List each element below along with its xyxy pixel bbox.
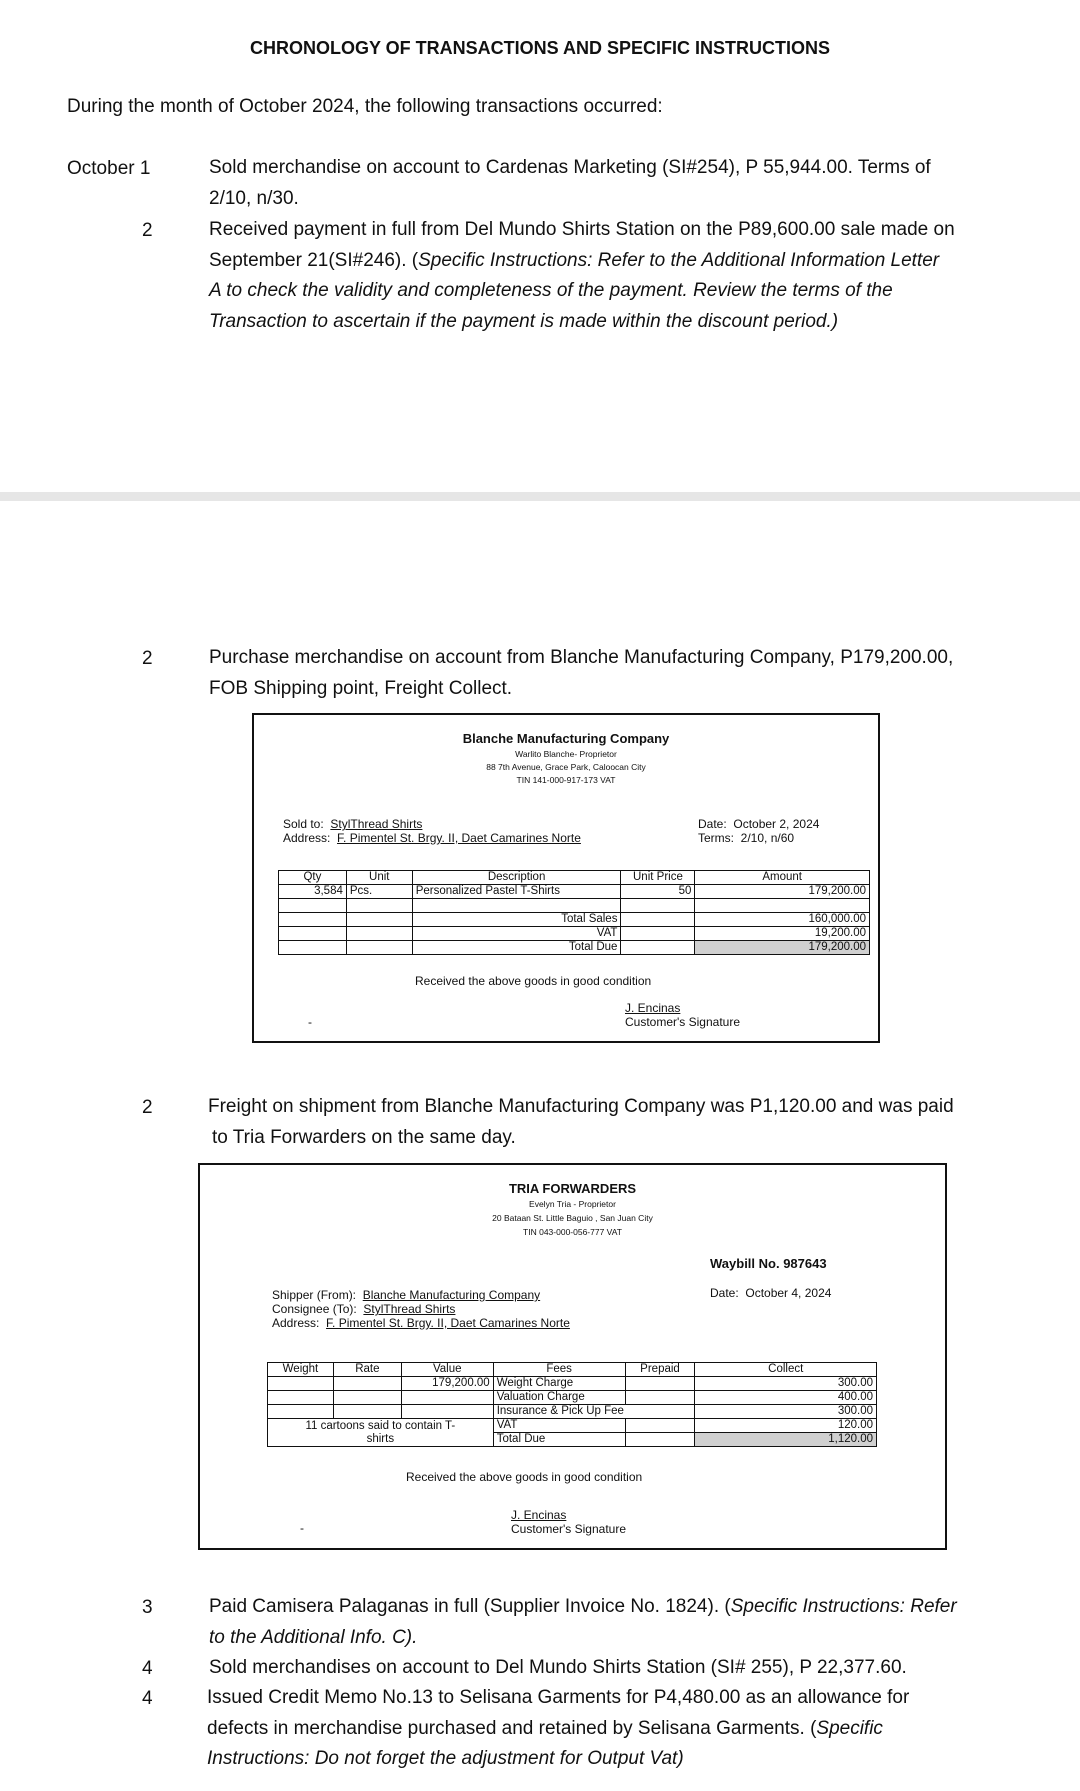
tx-line: to the Additional Info. C). [209, 1626, 418, 1648]
tx-line: Issued Credit Memo No.13 to Selisana Garments for P4,480.00 as an allowance for [207, 1687, 910, 1708]
tx-text [209, 643, 953, 704]
tx-line: September 21(SI#246). (Specific Instructions: Refer to the Additional Information Letter [209, 249, 940, 271]
waybill-number: Waybill No. 987643 [710, 1256, 827, 1271]
table-row: 11 cartoons said to contain T- shirts VAT 120.00 [268, 1419, 877, 1433]
invoice-sold-to: Sold to: StylThread Shirts [283, 817, 423, 831]
waybill-tin: TIN 043-000-056-777 VAT [523, 1227, 622, 1237]
table-row: Total Due 179,200.00 [279, 941, 870, 955]
table-row: Total Due 1,120.00 [268, 1433, 877, 1447]
tx-line: Transaction to ascertain if the payment is made within the discount period.) [209, 310, 839, 332]
tx-line: to Tria Forwarders on the same day. [212, 1126, 516, 1148]
tx-date: 2 [142, 648, 153, 669]
table-header-row [268, 1363, 877, 1377]
invoice-dash: - [308, 1015, 312, 1029]
tx-line: Sold merchandise on account to Cardenas Marketing (SI#254), P 55,944.00. Terms of [209, 157, 931, 178]
tx-date: 4 [142, 1688, 153, 1709]
table-row: Total Sales 160,000.00 [279, 913, 870, 927]
waybill-table [267, 1362, 877, 1447]
tx-date: 2 [142, 1097, 153, 1118]
waybill-address: 20 Bataan St. Little Baguio , San Juan City [492, 1213, 653, 1223]
column-header: Unit [346, 871, 412, 885]
tx-text [207, 1683, 909, 1775]
tx-line: Sold merchandises on account to Del Mundo Shirts Station (SI# 255), P 22,377.60. [209, 1657, 907, 1678]
column-header: Description [412, 871, 621, 885]
waybill-received-note: Received the above goods in good condition [406, 1470, 643, 1484]
tx-line: 2/10, n/30. [209, 187, 299, 209]
column-header: Prepaid [625, 1363, 695, 1377]
tx-text [209, 1592, 957, 1653]
column-header: Amount [695, 871, 870, 885]
tx-text [209, 1653, 907, 1684]
column-header: Fees [493, 1363, 625, 1377]
column-header: Unit Price [621, 871, 695, 885]
waybill-consignee: Consignee (To): StylThread Shirts [272, 1302, 456, 1316]
invoice-signature-label: Customer's Signature [625, 1015, 741, 1029]
waybill-proprietor: Evelyn Tria - Proprietor [529, 1199, 616, 1209]
invoice-table [278, 870, 870, 955]
tx-text [209, 153, 931, 214]
page-separator [0, 492, 1080, 501]
waybill-signature-label: Customer's Signature [511, 1522, 627, 1536]
waybill-dash: - [300, 1521, 304, 1535]
waybill-note: 11 cartoons said to contain T- shirts [268, 1419, 494, 1447]
table-row [279, 899, 870, 913]
tx-text [208, 1092, 954, 1153]
column-header: Collect [695, 1363, 877, 1377]
tx-date: 4 [142, 1658, 153, 1679]
sales-invoice [252, 713, 880, 1043]
invoice-tin: TIN 141-000-917-173 VAT [516, 775, 616, 785]
column-header: Rate [333, 1363, 401, 1377]
invoice-signer: J. Encinas [625, 1001, 681, 1015]
tx-line: Received payment in full from Del Mundo Shirts Station on the P89,600.00 sale made on [209, 219, 955, 240]
invoice-proprietor: Warlito Blanche- Proprietor [515, 749, 617, 759]
waybill-signer: J. Encinas [511, 1508, 567, 1522]
invoice-address: 88 7th Avenue, Grace Park, Caloocan City [486, 762, 646, 772]
column-header: Value [401, 1363, 493, 1377]
tx-line: Purchase merchandise on account from Blanche Manufacturing Company, P179,200.00, [209, 647, 954, 668]
tx-line: Freight on shipment from Blanche Manufacturing Company was P1,120.00 and was paid [208, 1096, 954, 1117]
invoice-terms: Terms: 2/10, n/60 [698, 831, 795, 845]
tx-line: FOB Shipping point, Freight Collect. [209, 677, 513, 699]
invoice-address-line: Address: F. Pimentel St. Brgy. II, Daet Camarines Norte [283, 831, 581, 845]
tx-line: A to check the validity and completeness of the payment. Review the terms of the [209, 280, 893, 301]
tx-date: 2 [142, 220, 153, 241]
table-row: Insurance & Pick Up Fee 300.00 [268, 1405, 877, 1419]
tx-line: Paid Camisera Palaganas in full (Supplier Invoice No. 1824). (Specific Instructions: Refer [209, 1596, 957, 1617]
table-header-row [279, 871, 870, 885]
tx-date: 3 [142, 1597, 153, 1618]
intro-text: During the month of October 2024, the following transactions occurred: [67, 96, 663, 117]
waybill-address-line: Address: F. Pimentel St. Brgy. II, Daet Camarines Norte [272, 1316, 570, 1330]
tx-line: Instructions: Do not forget the adjustment for Output Vat) [207, 1748, 684, 1769]
column-header: Weight [268, 1363, 334, 1377]
tx-text [209, 215, 955, 337]
table-row: Valuation Charge 400.00 [268, 1391, 877, 1405]
waybill-date: Date: October 4, 2024 [710, 1286, 832, 1300]
invoice-date: Date: October 2, 2024 [698, 817, 820, 831]
tx-date: October 1 [67, 158, 151, 179]
invoice-company: Blanche Manufacturing Company [462, 731, 670, 746]
table-row: 179,200.00 Weight Charge 300.00 [268, 1377, 877, 1391]
column-header: Qty [279, 871, 347, 885]
waybill-company: TRIA FORWARDERS [508, 1181, 637, 1196]
tx-line: defects in merchandise purchased and retained by Selisana Garments. (Specific [207, 1717, 883, 1739]
page-title: CHRONOLOGY OF TRANSACTIONS AND SPECIFIC INSTRUCTIONS [249, 38, 831, 58]
waybill [198, 1163, 947, 1550]
invoice-received-note: Received the above goods in good condition [415, 974, 652, 988]
waybill-shipper: Shipper (From): Blanche Manufacturing Company [272, 1288, 541, 1302]
table-row: VAT 19,200.00 [279, 927, 870, 941]
table-row: 3,584 Pcs. Personalized Pastel T-Shirts 50 179,200.00 [279, 885, 870, 899]
